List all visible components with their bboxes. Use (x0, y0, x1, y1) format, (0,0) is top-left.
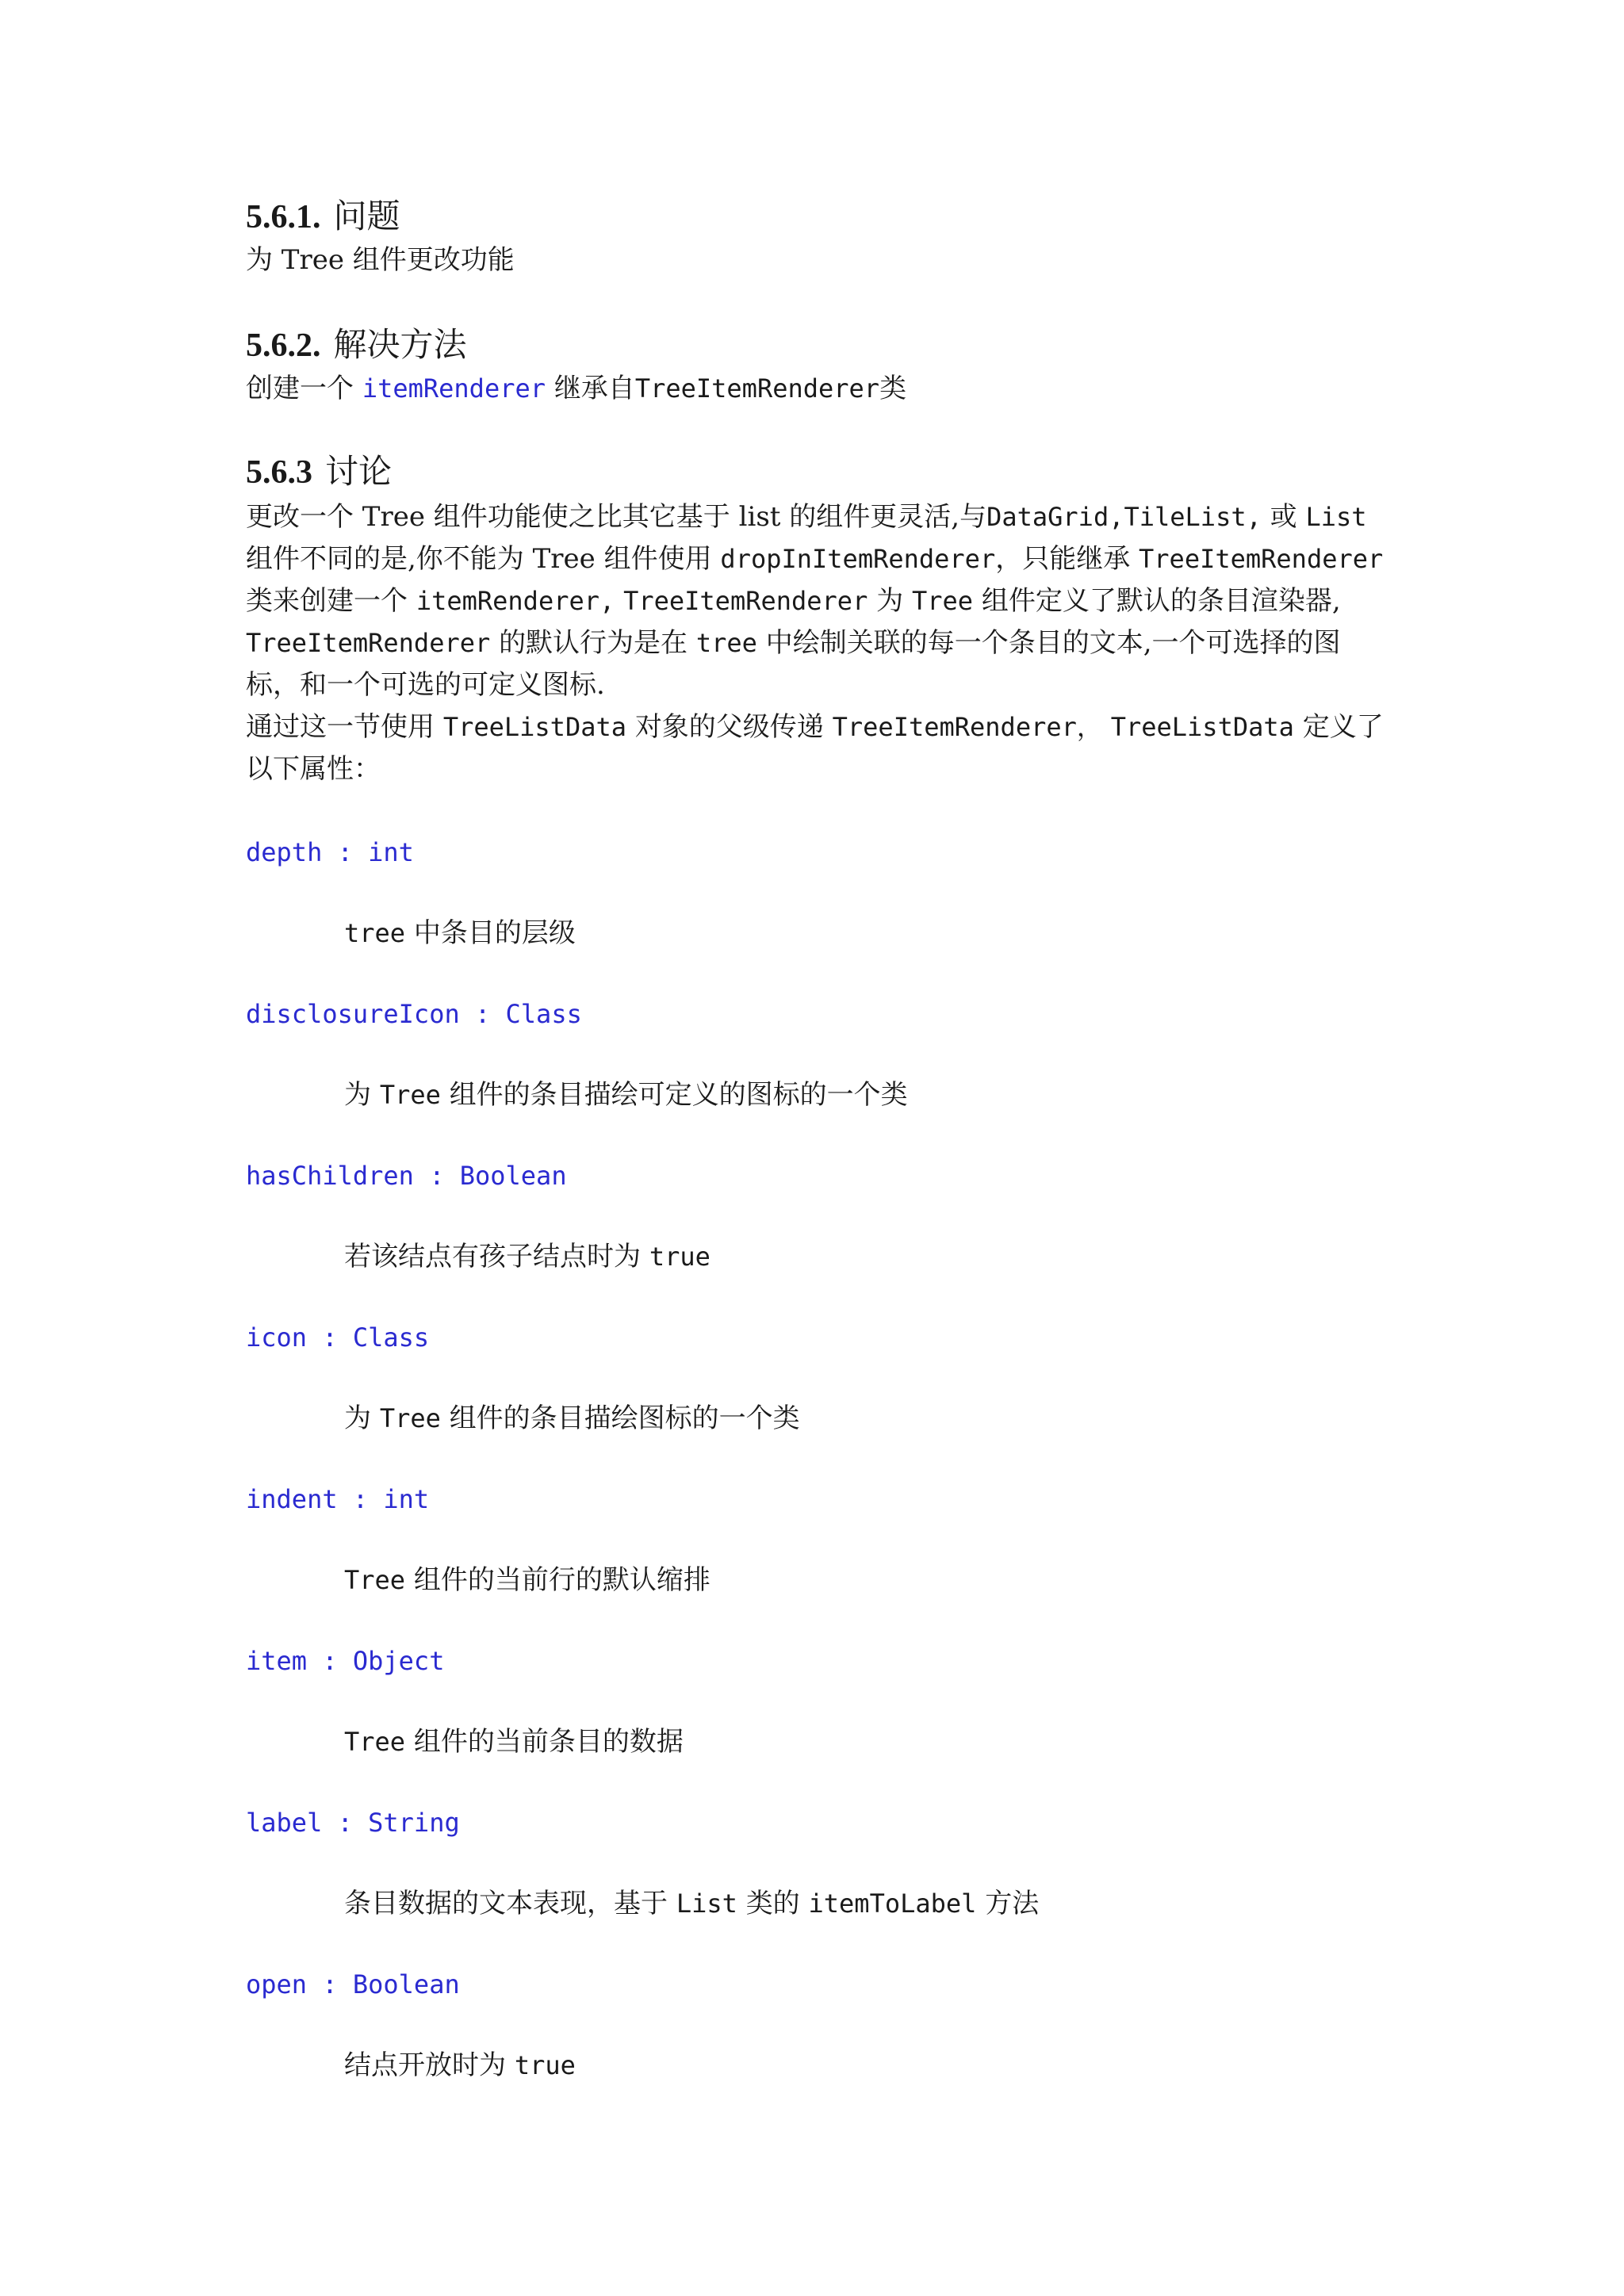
property-description: 条目数据的文本表现，基于 List 类的 itemToLabel 方法 (344, 1888, 1040, 1919)
discussion-line: 更改一个 Tree 组件功能使之比其它基于 list 的组件更灵活,与DataGrid,TileList, 或 List (246, 501, 1367, 533)
section-number: 5.6.2. (246, 327, 321, 364)
section-title: 讨论 (325, 454, 393, 491)
section-title: 问题 (333, 199, 400, 235)
property-name: depth : int (246, 837, 414, 867)
section-number: 5.6.1. (246, 199, 321, 235)
section-heading-solution (246, 323, 467, 368)
property-name: open : Boolean (246, 1969, 460, 1999)
property-description: tree 中条目的层级 (344, 917, 576, 949)
property-name: disclosureIcon : Class (246, 999, 582, 1029)
problem-text: 为 Tree 组件更改功能 (246, 244, 515, 276)
property-name: icon : Class (246, 1322, 430, 1353)
class-name: TreeItemRenderer (634, 373, 880, 404)
property-description: Tree 组件的当前行的默认缩排 (344, 1564, 710, 1596)
property-name: hasChildren : Boolean (246, 1161, 567, 1191)
discussion-line: 标，和一个可选的可定义图标. (246, 669, 605, 701)
property-description: 结点开放时为 true (344, 2049, 576, 2081)
discussion-line: 以下属性： (246, 753, 381, 785)
property-name: label : String (246, 1808, 460, 1838)
discussion-line: TreeItemRenderer 的默认行为是在 tree 中绘制关联的每一个条目的文本,一个可选择的图 (246, 627, 1341, 659)
property-description: 若该结点有孩子结点时为 true (344, 1241, 710, 1272)
property-description: 为 Tree 组件的条目描绘图标的一个类 (344, 1402, 800, 1434)
property-name: item : Object (246, 1646, 445, 1676)
discussion-line: 通过这一节使用 TreeListData 对象的父级传递 TreeItemRenderer， TreeListData 定义了 (246, 711, 1384, 743)
property-description: 为 Tree 组件的条目描绘可定义的图标的一个类 (344, 1079, 908, 1111)
discussion-line: 类来创建一个 itemRenderer, TreeItemRenderer 为 Tree 组件定义了默认的条目渲染器, (246, 585, 1341, 617)
property-name: indent : int (246, 1484, 430, 1514)
discussion-line: 组件不同的是,你不能为 Tree 组件使用 dropInItemRenderer，只能继承 TreeItemRenderer (246, 543, 1384, 575)
solution-text: 创建一个 itemRenderer 继承自TreeItemRenderer类 (246, 373, 907, 404)
section-title: 解决方法 (333, 327, 467, 364)
section-heading-discussion (246, 450, 392, 495)
section-heading-problem (246, 195, 400, 239)
section-number: 5.6.3 (246, 454, 312, 491)
item-renderer-link[interactable]: itemRenderer (362, 373, 546, 404)
property-description: Tree 组件的当前条目的数据 (344, 1726, 684, 1758)
